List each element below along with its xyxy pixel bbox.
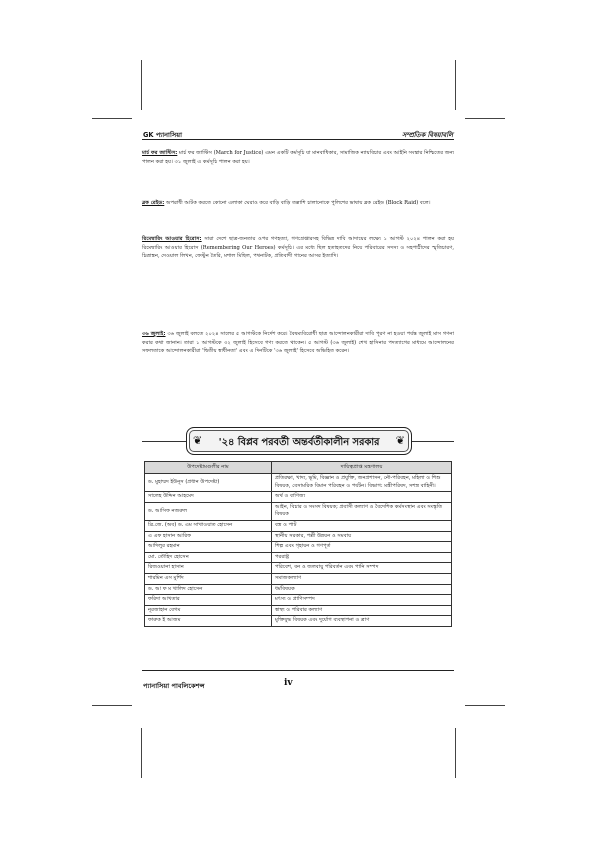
- adviser-name: আদিলুর রহমান: [145, 542, 272, 553]
- adviser-name: ড. মুহাম্মদ ইউনূস (প্রধান উপদেষ্টা): [145, 474, 272, 492]
- ministry: প্রতিরক্ষা, খাদ্য, ভূমি, বিজ্ঞান ও প্রযুক্তি, জনপ্রশাসন, নৌ-পরিবহন, মহিলা ও শিশু বিষয়ক, বেসামরিক বিমান পরিবহন ও পর্যটন। বিভাগ: মন্ত্রীপরিষদ, সশস্ত্র বাহিনী।: [272, 474, 452, 492]
- ministry: পররাষ্ট্র: [272, 552, 452, 563]
- crop-mark: [465, 705, 505, 706]
- adviser-name: মো. তৌহিদ হোসেন: [145, 552, 272, 563]
- header-left: GK প্যানাসিয়া: [143, 131, 183, 139]
- paragraph-march-for-justice: [142, 149, 454, 166]
- table-row: [145, 584, 452, 595]
- adviser-name: এ এফ হাসান আরিফ: [145, 531, 272, 542]
- adviser-name: ড. আসিফ নজরুল: [145, 502, 272, 520]
- paragraph-text: সারা দেশে ছাত্র-জনতার ওপর গণহত্যা, গণগ্রেপ্তারসহ বিভিন্ন দাবি আদায়ের লক্ষ্যে ১ আগস্ট ২০২৪ পালন করা হয় রিমেম্বারিং আওয়ার হিরোস (Remembering Our Heroes) কর্মসূচি। এর মধ্যে ছিল হতাহতদের নিয়ে পরিবারের সদস্য ও সহপাঠীদের স্মৃতিচারণ, চিত্রাঙ্কন, দেওয়াল লিখন, ফেস্টুন তৈরি, মশাল মিছিল, পথনাটক, প্রতিবাদী গানের আসর ইত্যাদি।: [142, 236, 454, 260]
- ministry: সমাজকল্যাণ: [272, 573, 452, 584]
- paragraph-heading: রিমেম্বারিং আওয়ার হিরোস:: [142, 236, 202, 242]
- table-row: [145, 492, 452, 503]
- table-row: [145, 520, 452, 531]
- paragraph-heading: ৩৬ জুলাই:: [142, 331, 166, 337]
- adviser-name: ফরিদা আখতার: [145, 595, 272, 606]
- ministry: মৎস্য ও প্রাণিসম্পদ: [272, 595, 452, 606]
- adviser-name: ব্রি.জে. (অব) ড. এম সাখাওয়াত হোসেন: [145, 520, 272, 531]
- paragraph-block-raid: [142, 199, 454, 208]
- paragraph-heading: ব্লক রেইড:: [142, 200, 165, 206]
- ministry: বস্ত্র ও পাট: [272, 520, 452, 531]
- adviser-name: নূরজাহান বেগম: [145, 605, 272, 616]
- table-row: [145, 605, 452, 616]
- ministry: মুক্তিযুদ্ধ বিষয়ক এবং দুর্যোগ ব্যবস্থাপনা ও ত্রাণ: [272, 616, 452, 627]
- table-row: [145, 573, 452, 584]
- ornament-icon: ❦: [395, 434, 405, 447]
- header-right: সম্প্রতিক বিষয়াবলি: [401, 131, 453, 139]
- paragraph-text: ৩৬ জুলাই বলতে ২০২৪ সালের ৫ আগস্টকে নির্দেশ করে। বৈষম্যবিরোধী ছাত্র আন্দোলনকারীরা দাবি পূরণ না হওয়া পর্যন্ত জুলাই মাস গণনা করার কথা জানান। তারা ১ আগস্টকে ৩২ জুলাই হিসেবে গণ্য করতে থাকেন। ৫ আগস্ট (৩৬ জুলাই) শেখ হাসিনার পদত্যাগের মাধ্যমে আন্দোলনের সফলতাকে আন্দোলনকারীরা 'দ্বিতীয় স্বাধীনতা' এবং এ দিনটিকে '৩৬ জুলাই' হিসেবে অভিহিত করেন।: [142, 331, 454, 355]
- crop-mark: [92, 118, 132, 119]
- ministry: আইন, বিচার ও সংসদ বিষয়ক; প্রবাসী কল্যাণ ও বৈদেশিক কর্মসংস্থান এবং সংস্কৃতি বিষয়ক: [272, 502, 452, 520]
- table-row: [145, 542, 452, 553]
- crop-mark: [141, 60, 142, 110]
- advisers-table: [144, 461, 452, 627]
- book-page: [142, 125, 454, 697]
- banner-title: '২৪ বিপ্লব পরবর্তী অন্তর্বর্তীকালীন সরকার: [218, 437, 380, 448]
- ministry: ধর্মবিষয়ক: [272, 584, 452, 595]
- adviser-name: রিজওয়ানা হাসান: [145, 563, 272, 574]
- paragraph-36-july: [142, 330, 454, 356]
- table-row: [145, 502, 452, 520]
- section-banner: [142, 427, 454, 457]
- table-row: [145, 595, 452, 606]
- page-header: [142, 125, 454, 140]
- adviser-name: সালেহ উদ্দিন আহমেদ: [145, 492, 272, 503]
- adviser-name: শারমিন এস মুর্শিদ: [145, 573, 272, 584]
- table-row: [145, 563, 452, 574]
- page-number: iv: [284, 678, 293, 688]
- ministry: পরিবেশ, বন ও জলবায়ু পরিবর্তন এবং পানি সম্পদ: [272, 563, 452, 574]
- table-header-row: [145, 462, 452, 474]
- ornament-icon: ❦: [193, 434, 203, 447]
- crop-mark: [455, 60, 456, 110]
- adviser-name: ড. আ ফ ম খালিদ হোসেন: [145, 584, 272, 595]
- ministry: স্বাস্থ্য ও পরিবার কল্যাণ: [272, 605, 452, 616]
- crop-mark: [455, 728, 456, 778]
- crop-mark: [141, 728, 142, 778]
- page-footer: [142, 670, 454, 697]
- ministry: অর্থ ও বাণিজ্য: [272, 492, 452, 503]
- banner-box: [186, 427, 412, 455]
- ministry: শিল্প এবং গৃহায়ন ও গণপূর্ত: [272, 542, 452, 553]
- column-header-name: উপদেষ্টামণ্ডলীর নাম: [145, 462, 272, 474]
- crop-mark: [465, 118, 505, 119]
- table-row: [145, 531, 452, 542]
- ministry: স্থানীয় সরকার, পল্লী উন্নয়ন ও সমবায়: [272, 531, 452, 542]
- column-header-ministry: দায়িত্বপ্রাপ্ত মন্ত্রণালয়: [272, 462, 452, 474]
- table-row: [145, 552, 452, 563]
- adviser-name: ফারুক ই আজম: [145, 616, 272, 627]
- paragraph-heading: মার্চ ফর জাস্টিস:: [142, 150, 178, 156]
- table-row: [145, 616, 452, 627]
- crop-mark: [92, 705, 132, 706]
- paragraph-remembering-heroes: [142, 235, 454, 261]
- paragraph-text: মার্চ ফর জাস্টিস (March for Justice) এমন একটি কর্মসূচি যা মানবাধিকার, সামাজিক ন্যায়বিচার এবং আইনি সংস্কার নিশ্চিতের জন্য পালন করা হয়। ৩১ জুলাই এ কর্মসূচি পালন করা হয়।: [142, 150, 454, 165]
- publisher-name: প্যানাসিয়া পাবলিকেশন্স: [143, 682, 205, 690]
- paragraph-text: অপরাধী আটক করতে কোনো এলাকা ঘেরাও করে বাড়ি বাড়ি তল্লাশি চালানোকে পুলিশের ভাষায় ব্লক রেইড (Block Raid) বলে।: [164, 200, 431, 206]
- table-row: [145, 474, 452, 492]
